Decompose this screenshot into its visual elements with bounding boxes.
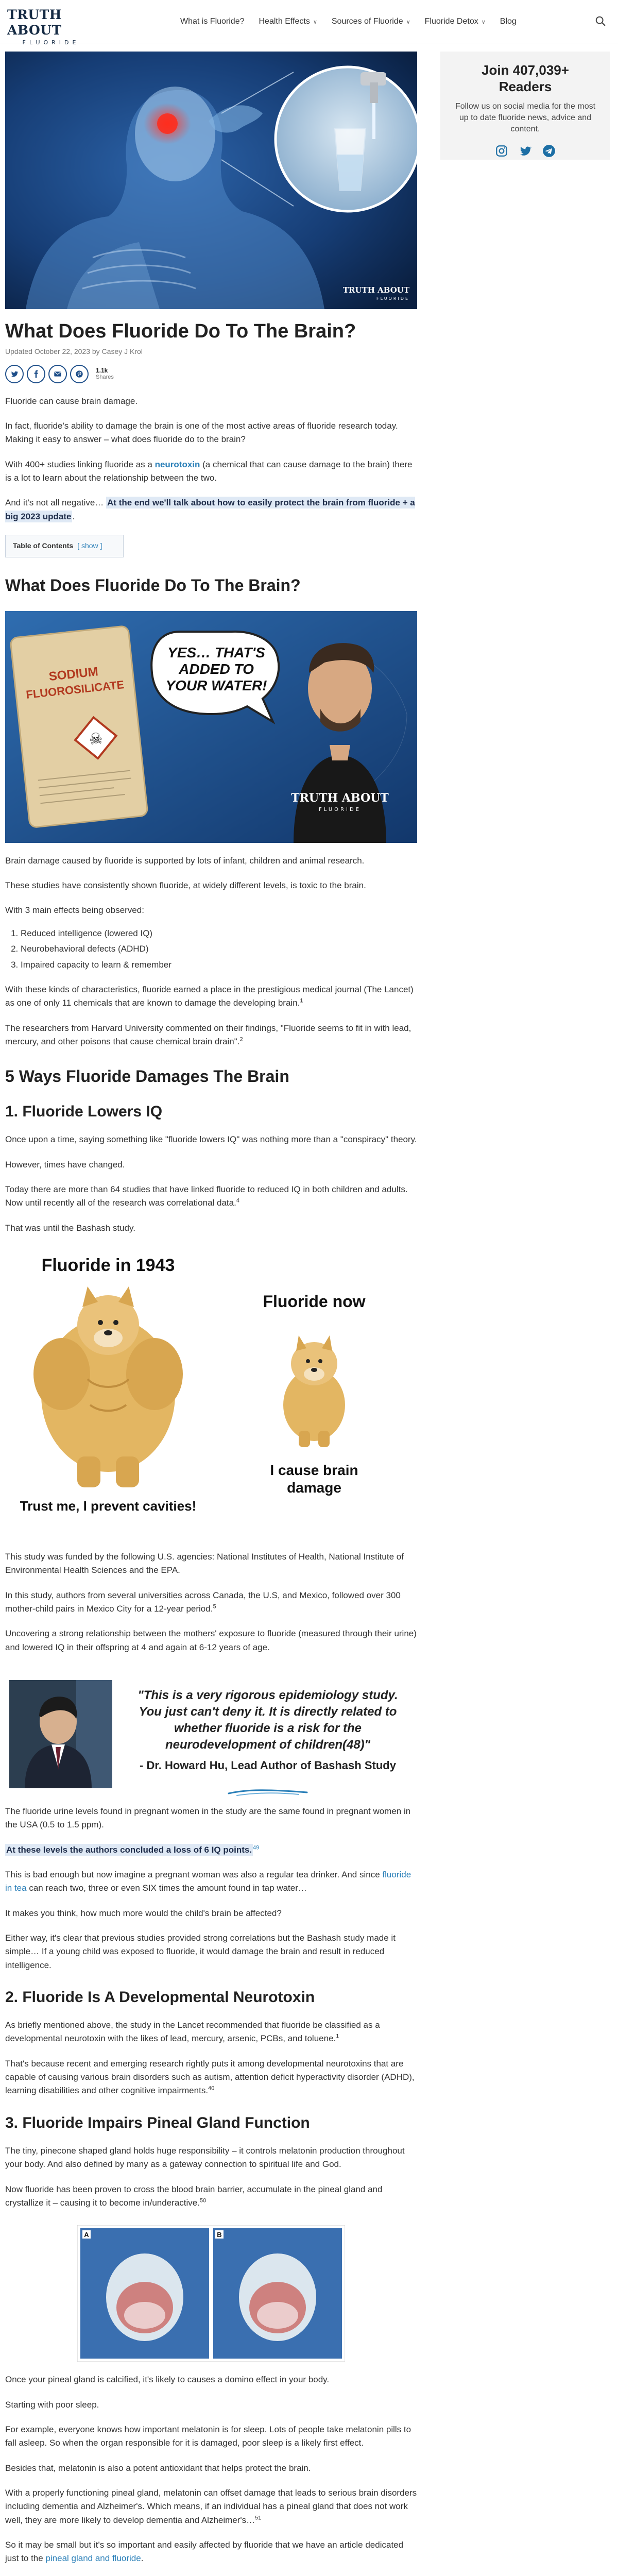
fluorosilicate-illustration — [5, 611, 417, 843]
site-header — [0, 0, 618, 46]
instagram-icon[interactable] — [495, 144, 508, 158]
sidebar-title — [440, 62, 610, 95]
email-icon — [54, 370, 62, 378]
dr-hu-portrait — [9, 1680, 112, 1788]
damage-paragraph-1: Brain damage caused by fluoride is supported by lots of infant, children and animal research. — [5, 855, 365, 866]
svg-text:☠: ☠ — [88, 729, 104, 749]
lancet-paragraph — [5, 983, 417, 1010]
chevron-down-icon: ∨ — [313, 19, 317, 25]
highlighted-conclusion: At these levels the authors concluded a loss of 6 IQ points. — [6, 1844, 252, 1855]
iq3-text: Today there are more than 64 studies that have linked fluoride to reduced IQ in both children and adults. Now until recently all of the research was correlational data. — [5, 1184, 408, 1208]
study-paragraph — [5, 1589, 417, 1616]
quote-author: - Dr. Howard Hu, Lead Author of Bashash Study — [140, 1759, 396, 1772]
article — [5, 52, 417, 2576]
logo-main-text: TRUTH ABOUT — [7, 7, 62, 38]
subheading-lowers-iq: 1. Fluoride Lowers IQ — [5, 1103, 163, 1121]
small-text-b: . — [141, 2553, 144, 2564]
share-facebook-button[interactable] — [27, 365, 45, 383]
uncover-paragraph: Uncovering a strong relationship between the mothers' exposure to fluoride (measured through their urine) and lowered IQ in their offspring at 4 and again at 6-12 years of age. — [5, 1629, 417, 1652]
study-text: In this study, authors from several universities across Canada, the U.S, and Mexico, followed over 300 mother-child pairs in Mexico City for a 12-year period. — [5, 1590, 401, 1614]
small-text-a: So it may be small but it's so important and easily affected by fluoride that we have an article dedicated just to the — [5, 2539, 404, 2564]
panel-label-a: A — [84, 2231, 89, 2239]
toc-label: Table of Contents — [13, 541, 74, 550]
neuro2-text: That's because recent and emerging research rightly puts it among developmental neurotoxins that are capable of causing various brain disorders such as autism, attention deficit hyperactivity disorder (ADHD), learning disabilities and other cognitive impairments. — [5, 2058, 415, 2096]
doge-meme — [5, 1250, 417, 1539]
pineal-gland-image — [77, 2225, 345, 2362]
share-twitter-button[interactable] — [5, 365, 24, 383]
nav-label: Health Effects — [259, 17, 310, 26]
footnote-ref[interactable]: 40 — [208, 2085, 215, 2092]
antioxidant-paragraph: Besides that, melatonin is also a potent antioxidant that helps protect the brain. — [5, 2463, 311, 2473]
hero-illustration — [5, 52, 417, 309]
doge-meme-image — [5, 1250, 417, 1539]
intro4-text-c: . — [72, 511, 75, 521]
meme-left-caption: Trust me, I prevent cavities! — [20, 1498, 197, 1514]
harvard-paragraph — [5, 1022, 417, 1049]
nav-item-sources[interactable] — [332, 14, 410, 30]
tea-text-b: can reach two, three or even SIX times the amount found in tap water… — [26, 1883, 307, 1893]
hero-watermark-sub: FLUORIDE — [376, 296, 409, 301]
share-pinterest-button[interactable] — [70, 365, 89, 383]
lancet-text: With these kinds of characteristics, fluoride earned a place in the prestigious medical journal (The Lancet) as one of only 11 chemicals that are known to damage the developing brain. — [5, 984, 414, 1008]
intro-paragraph-1: Fluoride can cause brain damage. — [5, 396, 138, 406]
pineal-paragraph-1: The tiny, pinecone shaped gland holds huge responsibility – it controls melatonin production throughout your body. And also defined by many as a gateway connection to spiritual life and God. — [5, 2145, 405, 2170]
intro4-text-a: And it's not all negative… — [5, 498, 107, 508]
tea-text-a: This is bad enough but now imagine a pregnant woman was also a regular tea drinker. And since — [5, 1870, 383, 1880]
sidebar-social-icons — [440, 144, 610, 158]
iq-paragraph-3 — [5, 1183, 417, 1210]
share-count — [96, 367, 114, 381]
pineal2-text: Now fluoride has been proven to cross the blood brain barrier, accumulate in the pineal gland and crystallize it – causing it to become in/underactive. — [5, 2184, 383, 2208]
footnote-ref[interactable]: 5 — [213, 1603, 216, 1610]
funding-paragraph: This study was funded by the following U.S. agencies: National Institutes of Health, National Institute of Environmental Health Sciences and the EPA. — [5, 1551, 404, 1575]
footnote-ref[interactable]: 4 — [236, 1197, 239, 1204]
shirt-logo-sub: FLUORIDE — [319, 806, 361, 812]
tea-paragraph — [5, 1868, 417, 1895]
share-email-button[interactable] — [48, 365, 67, 383]
iq-paragraph-4: That was until the Bashash study. — [5, 1223, 135, 1233]
pineal-gland-comparison — [77, 2225, 345, 2362]
calcified-paragraph: Once your pineal gland is calcified, it's likely to causes a domino effect in your body. — [5, 2375, 330, 2385]
chevron-down-icon: ∨ — [406, 19, 410, 25]
small-gland-paragraph — [5, 2538, 417, 2566]
concluded-paragraph — [5, 1843, 417, 1857]
nav-item-health-effects[interactable] — [259, 14, 317, 30]
site-logo[interactable] — [7, 7, 95, 46]
harvard-text: The researchers from Harvard University commented on their findings, "Fluoride seems to fit in with lead, mercury, and other poisons that cause chemical brain drain". — [5, 1023, 411, 1046]
shirt-logo: TRUTH ABOUT — [291, 791, 389, 805]
twitter-icon — [10, 370, 19, 378]
social-follow-widget — [440, 52, 610, 160]
pineal-paragraph-2 — [5, 2183, 417, 2210]
footnote-ref[interactable]: 1 — [336, 2033, 339, 2040]
quote-swoosh-decoration — [227, 1788, 309, 1797]
telegram-icon[interactable] — [542, 144, 556, 158]
intro-paragraph-3 — [5, 458, 417, 485]
section-heading-5-ways: 5 Ways Fluoride Damages The Brain — [5, 1067, 289, 1086]
nav-label: Sources of Fluoride — [331, 17, 403, 26]
neuro-paragraph-1 — [5, 2019, 417, 2046]
share-bar — [5, 365, 417, 383]
neuro1-text: As briefly mentioned above, the study in the Lancet recommended that fluoride be classified as a developmental neurotoxin with the likes of lead, mercury, arsenic, PCBs, and toluene. — [5, 2020, 380, 2044]
nav-item-what-is-fluoride[interactable] — [180, 14, 245, 30]
damage-paragraph-3: With 3 main effects being observed: — [5, 905, 144, 916]
logo-sub-text: FLUORIDE — [22, 39, 80, 46]
iq-paragraph-1: Once upon a time, saying something like "fluoride lowers IQ" was nothing more than a "conspiracy" theory. — [5, 1134, 417, 1145]
subheading-neurotoxin: 2. Fluoride Is A Developmental Neurotoxin — [5, 1989, 315, 2006]
footnote-ref[interactable]: 51 — [255, 2514, 262, 2521]
footnote-ref[interactable]: 50 — [199, 2197, 207, 2204]
highlighted-teaser: At the end we'll talk about how to easily protect the brain from fluoride + a big 2023 update — [5, 498, 415, 521]
list-item: 2. Neurobehavioral defects (ADHD) — [21, 942, 417, 956]
subheading-pineal-gland: 3. Fluoride Impairs Pineal Gland Function — [5, 2114, 310, 2131]
section-heading-what-does-fluoride-do: What Does Fluoride Do To The Brain? — [5, 575, 301, 595]
intro-paragraph-4 — [5, 496, 417, 523]
neurotoxin-link[interactable]: neurotoxin — [154, 459, 200, 469]
footnote-ref[interactable]: 2 — [239, 1036, 243, 1043]
footnote-ref[interactable]: 49 — [253, 1844, 260, 1851]
footnote-ref[interactable]: 1 — [300, 997, 303, 1004]
pinterest-icon — [75, 370, 83, 378]
effects-list — [21, 927, 417, 972]
facebook-icon — [32, 370, 40, 378]
twitter-icon[interactable] — [519, 144, 532, 158]
list-item: 1. Reduced intelligence (lowered IQ) — [21, 927, 417, 940]
intro3-text-c: (a chemical that can cause damage to the brain) there is a lot to learn about the relationship between the two. — [5, 459, 413, 483]
expert-quote-image — [5, 1675, 417, 1793]
quote-text: "This is a very rigorous epidemiology study. You just can't deny it. It is directly related to whether fluoride is a risk for the neurodevelopment of children(48)" — [138, 1688, 398, 1752]
hero-watermark: TRUTH ABOUT — [342, 285, 409, 295]
nav-label: What is Fluoride? — [180, 17, 245, 26]
nav-label: Blog — [500, 17, 517, 26]
post-meta: Updated October 22, 2023 by Casey J Krol — [5, 347, 143, 355]
fluoride-in-tea-link[interactable]: fluoride in tea — [5, 1870, 411, 1893]
meme-right-title: Fluoride now — [263, 1292, 366, 1311]
pineal-gland-article-link[interactable]: pineal gland and fluoride — [45, 2553, 141, 2564]
think-paragraph: It makes you think, how much more would the child's brain be affected? — [5, 1908, 282, 1918]
urine-paragraph: The fluoride urine levels found in pregnant women in the study are the same found in pregnant women in the USA (0.5 to 1.5 ppm). — [5, 1806, 411, 1830]
share-count-number: 1.1k — [96, 366, 108, 374]
chevron-down-icon: ∨ — [481, 19, 486, 25]
bag-label-sodium: SODIUM — [48, 664, 99, 684]
sidebar-text: Follow us on social media for the most up to date fluoride news, advice and content. — [455, 102, 596, 133]
healthy-text: With a properly functioning pineal gland, melatonin can offset damage that leads to serious brain disorders including dementia and Alzheimer's. Which means, if an individual has a pineal gland that does not work well, they are more likely to develop dementia and Alzheimer's… — [5, 2487, 417, 2525]
meme-right-caption: I cause brain damage — [270, 1462, 358, 1496]
intro-paragraph-2: In fact, fluoride's ability to damage the brain is one of the most active areas of fluoride research today. Making it easy to answer – what does fluoride do to the brain? — [5, 421, 398, 445]
panel-label-b: B — [217, 2231, 222, 2239]
either-paragraph: Either way, it's clear that previous studies provided strong correlations but the Bashash study made it simple… If a young child was exposed to fluoride, it would damage the brain and result in reduced intelligence. — [5, 1933, 396, 1970]
table-of-contents — [5, 535, 124, 557]
hero-image — [5, 52, 417, 309]
nav-item-blog[interactable] — [500, 14, 517, 30]
search-icon[interactable] — [595, 15, 606, 27]
damage-paragraph-2: These studies have consistently shown fluoride, at widely different levels, is toxic to the brain. — [5, 880, 366, 891]
neuro-paragraph-2 — [5, 2057, 417, 2098]
poor-sleep-paragraph: Starting with poor sleep. — [5, 2399, 99, 2410]
sodium-fluorosilicate-image — [5, 611, 417, 843]
sidebar-title-line2: Readers — [499, 79, 552, 94]
speech-bubble-text: YES… THAT'S ADDED TO YOUR WATER! — [165, 644, 267, 693]
nav-label: Fluoride Detox — [424, 17, 478, 26]
healthy-gland-paragraph — [5, 2486, 417, 2527]
nav-item-detox[interactable] — [425, 14, 486, 30]
iq-paragraph-2: However, times have changed. — [5, 1159, 125, 1170]
bag-label-fluorosilicate: FLUOROSILICATE — [25, 677, 125, 701]
page-title: What Does Fluoride Do To The Brain? — [5, 320, 356, 342]
meme-left-title: Fluoride in 1943 — [41, 1255, 175, 1275]
list-item: 3. Impaired capacity to learn & remember — [21, 958, 417, 972]
sidebar-title-line1: Join 407,039+ — [482, 62, 569, 78]
toc-toggle[interactable]: [ show ] — [77, 541, 102, 550]
share-count-label: Shares — [96, 374, 114, 380]
main-nav — [180, 14, 517, 30]
melatonin-paragraph: For example, everyone knows how important melatonin is for sleep. Lots of people take melatonin pills to fall asleep. So when the organ responsible for it is damaged, poor sleep is a likely first effect. — [5, 2424, 411, 2448]
intro3-text-a: With 400+ studies linking fluoride as a — [5, 459, 155, 469]
